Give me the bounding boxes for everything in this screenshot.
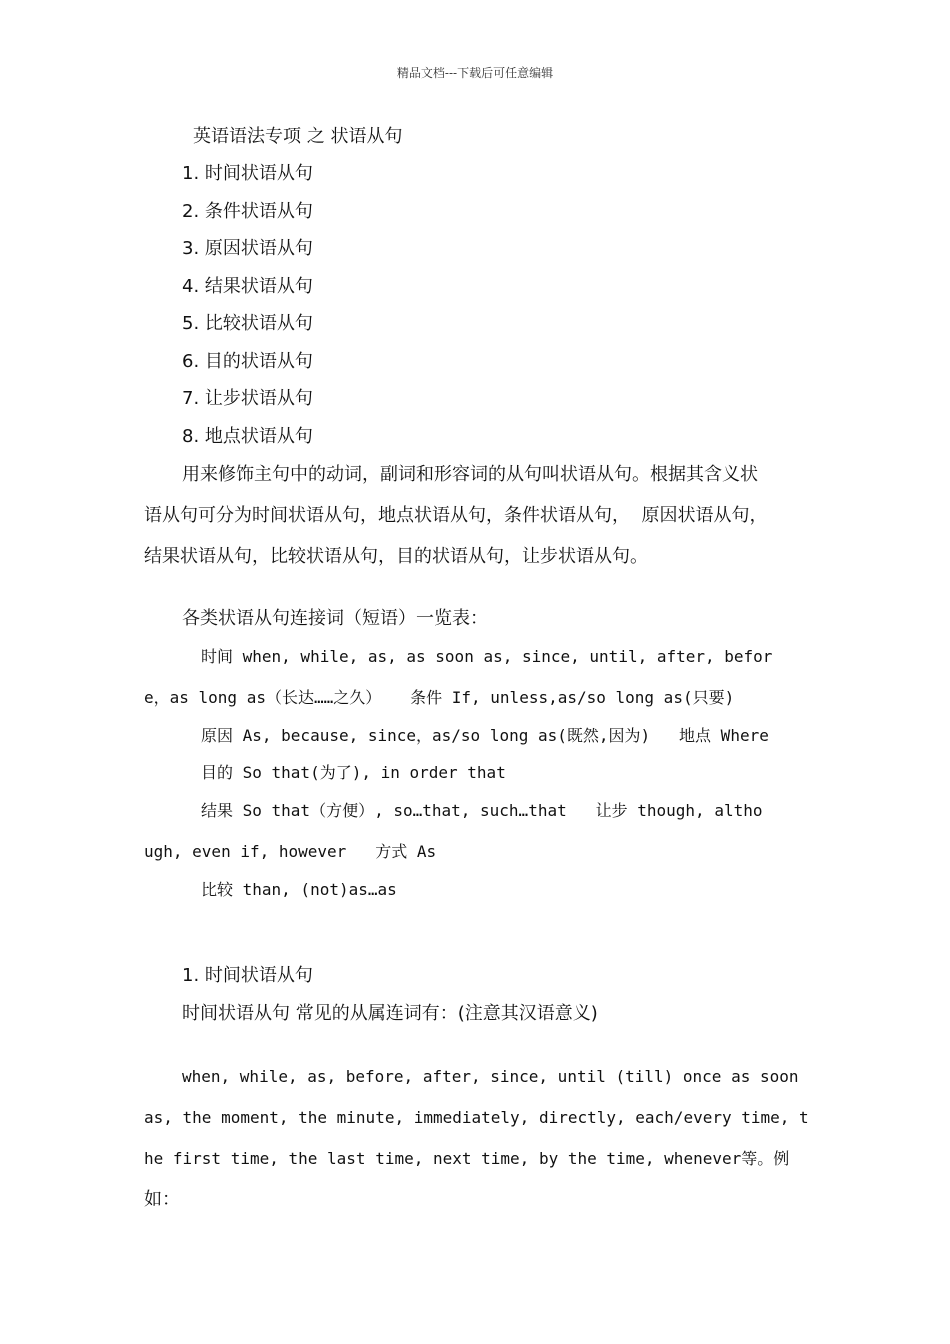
connective-line: 原因 As, because, since，as/so long as(既然,因为) 地点 Where — [201, 726, 769, 745]
toc-item: 1. 时间状语从句 — [182, 163, 313, 184]
section-subheading: 时间状语从句 常见的从属连词有：(注意其汉语意义) — [182, 1003, 598, 1024]
connective-line: 时间 when, while, as, as soon as, since, until, after, befor — [201, 647, 773, 666]
intro-line: 结果状语从句，比较状语从句，目的状语从句，让步状语从句。 — [144, 546, 648, 567]
toc-item: 8. 地点状语从句 — [182, 426, 313, 447]
intro-line: 语从句可分为时间状语从句，地点状语从句，条件状语从句， 原因状语从句， — [144, 505, 768, 526]
toc-item: 5. 比较状语从句 — [182, 313, 313, 334]
body-line: 如： — [144, 1189, 180, 1210]
connective-line: 目的 So that(为了), in order that — [201, 763, 506, 782]
toc-item: 7. 让步状语从句 — [182, 388, 313, 409]
toc-item: 3. 原因状语从句 — [182, 238, 313, 259]
toc-item: 6. 目的状语从句 — [182, 351, 313, 372]
connective-line: 比较 than, (not)as…as — [201, 880, 397, 899]
intro-line: 用来修饰主句中的动词，副词和形容词的从句叫状语从句。根据其含义状 — [182, 464, 758, 485]
toc-item: 2. 条件状语从句 — [182, 201, 313, 222]
connective-line: 结果 So that（方便）, so…that, such…that 让步 though, altho — [201, 801, 763, 820]
body-line: he first time, the last time, next time, by the time, whenever等。例 — [144, 1149, 790, 1168]
connective-line: ugh, even if, however 方式 As — [144, 842, 437, 861]
page-header: 精品文档---下载后可任意编辑 — [396, 66, 554, 80]
table-title: 各类状语从句连接词（短语）一览表： — [182, 608, 488, 629]
body-line: when, while, as, before, after, since, until (till) once as soon — [182, 1067, 799, 1086]
document-title: 英语语法专项 之 状语从句 — [193, 126, 403, 147]
body-line: as, the moment, the minute, immediately, directly, each/every time, t — [144, 1108, 809, 1127]
section-heading: 1. 时间状语从句 — [182, 965, 313, 986]
connective-line: e，as long as（长达……之久） 条件 If, unless,as/so long as(只要) — [144, 688, 735, 707]
toc-item: 4. 结果状语从句 — [182, 276, 313, 297]
